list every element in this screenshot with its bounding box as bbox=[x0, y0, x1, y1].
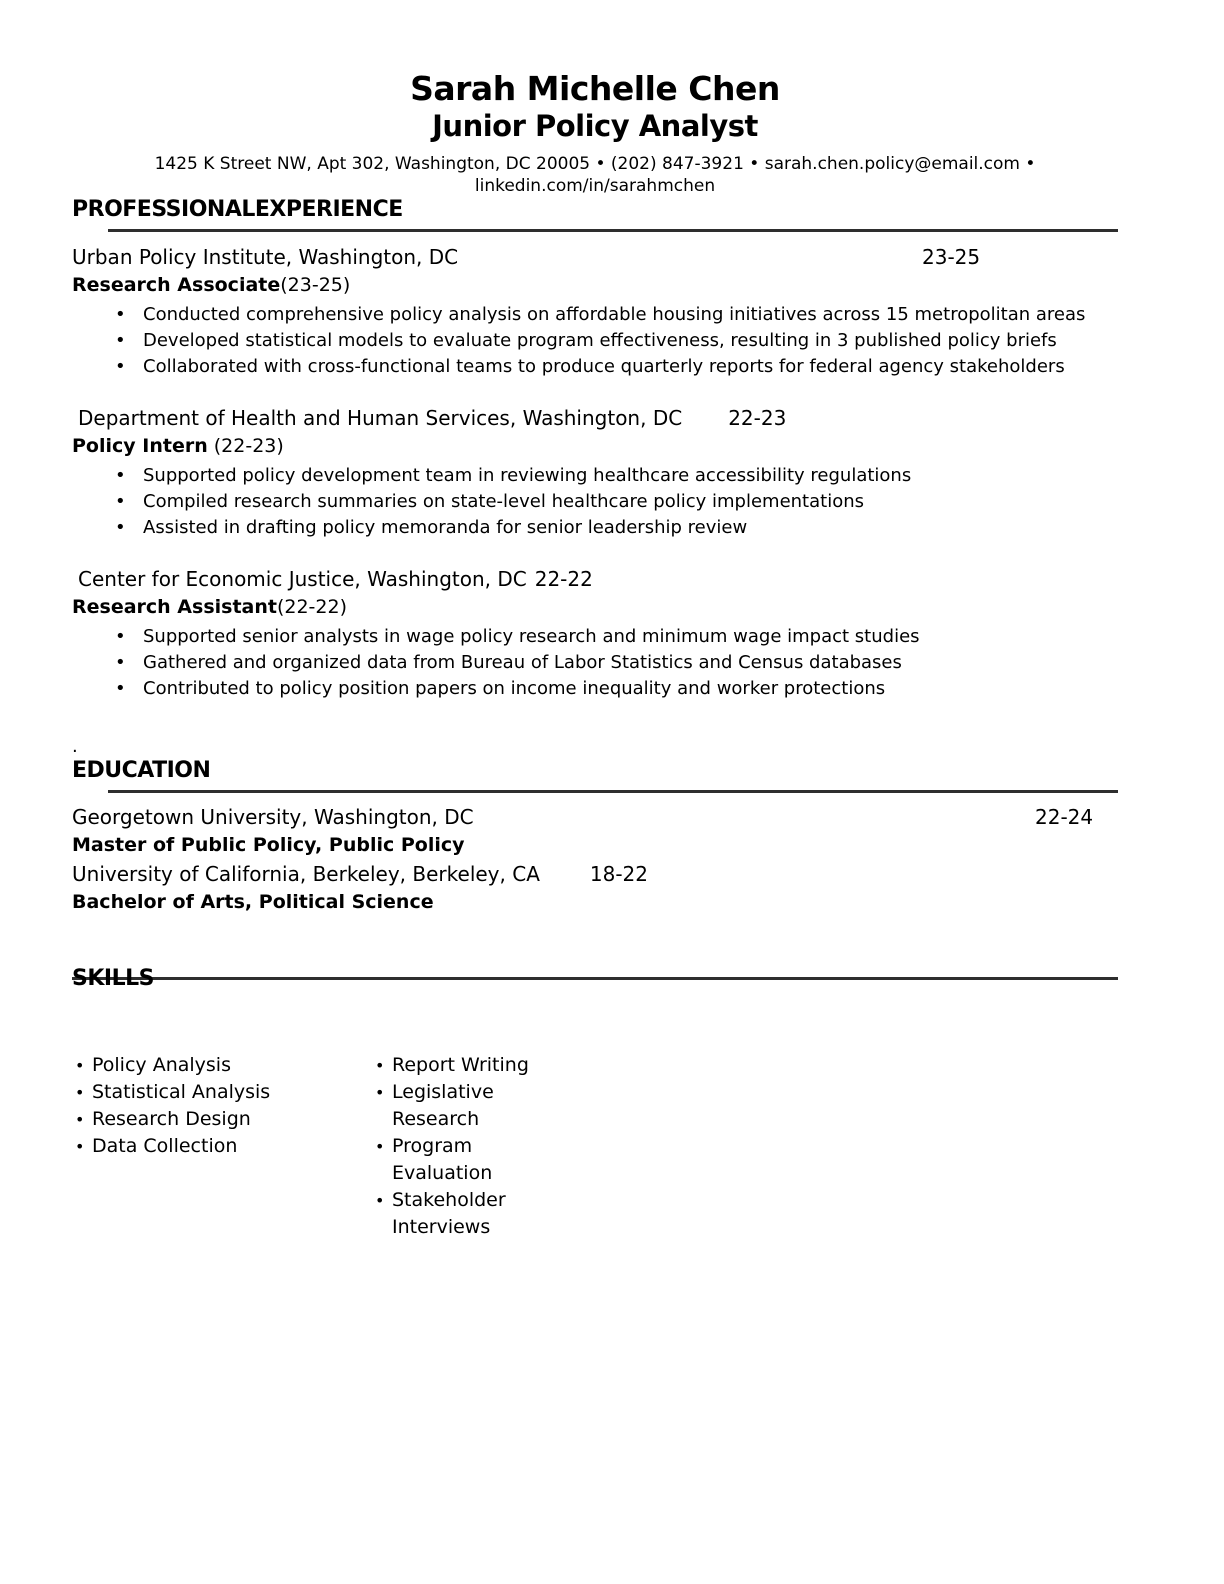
role-dates: (22-22) bbox=[276, 596, 348, 619]
job-bullet: • Assisted in drafting policy memoranda for senior leadership review bbox=[143, 515, 1118, 541]
school-name: University of California, Berkeley, Berkeley, CA bbox=[72, 862, 540, 887]
job-bullet: • Developed statistical models to evaluate program effectiveness, resulting in 3 published policy briefs bbox=[143, 328, 1118, 354]
job-header bbox=[72, 406, 1118, 430]
education-entry bbox=[72, 805, 1118, 829]
job-bullet: • Compiled research summaries on state-level healthcare policy implementations bbox=[143, 489, 1118, 515]
skills-divider bbox=[72, 977, 1118, 980]
job-dates: 22-23 bbox=[728, 406, 787, 431]
skills-column-1 bbox=[72, 1052, 372, 1241]
skills-heading-row bbox=[72, 966, 1118, 994]
job-header bbox=[72, 567, 1118, 591]
job-role bbox=[72, 274, 1118, 297]
skills-columns bbox=[72, 1052, 1118, 1241]
job-bullet: • Collaborated with cross-functional teams to produce quarterly reports for federal agency stakeholders bbox=[143, 354, 1118, 380]
contact-block bbox=[72, 153, 1118, 197]
company-name: Department of Health and Human Services, Washington, DC bbox=[78, 406, 683, 431]
skills-column-2 bbox=[372, 1052, 547, 1241]
section-experience bbox=[72, 197, 1118, 758]
resume-header bbox=[72, 70, 1118, 197]
skill-item: • Research Design bbox=[72, 1106, 372, 1133]
job-bullet-list bbox=[72, 463, 1118, 541]
skill-item: • Report Writing bbox=[372, 1052, 547, 1079]
job-entry bbox=[72, 406, 1118, 541]
contact-line-2: linkedin.com/in/sarahmchen bbox=[474, 176, 716, 197]
skill-item: • Policy Analysis bbox=[72, 1052, 372, 1079]
job-role bbox=[72, 596, 1118, 619]
skills-heading: SKILLS bbox=[72, 966, 154, 992]
company-name: Urban Policy Institute, Washington, DC bbox=[72, 245, 459, 270]
job-entry bbox=[72, 245, 1118, 380]
section-education bbox=[72, 758, 1118, 914]
section-skills bbox=[72, 966, 1118, 1241]
skill-item: • Stakeholder Interviews bbox=[372, 1187, 547, 1241]
contact-line-1: 1425 K Street NW, Apt 302, Washington, DC 20005 • (202) 847-3921 • sarah.chen.policy@email.com • bbox=[154, 154, 1036, 175]
person-job-title: Junior Policy Analyst bbox=[432, 108, 758, 143]
job-bullet: • Supported policy development team in reviewing healthcare accessibility regulations bbox=[143, 463, 1118, 489]
job-bullet: • Conducted comprehensive policy analysis on affordable housing initiatives across 15 metropolitan areas bbox=[143, 302, 1118, 328]
job-bullet-list bbox=[72, 302, 1118, 380]
role-title: Research Assistant bbox=[72, 596, 277, 619]
job-entry bbox=[72, 567, 1118, 702]
skill-item: • Data Collection bbox=[72, 1133, 372, 1160]
job-bullet: • Contributed to policy position papers on income inequality and worker protections bbox=[143, 676, 1118, 702]
job-role bbox=[72, 435, 1118, 458]
job-bullet: • Supported senior analysts in wage policy research and minimum wage impact studies bbox=[143, 624, 1118, 650]
job-header bbox=[72, 245, 1118, 269]
experience-divider bbox=[108, 229, 1118, 232]
education-dates: 22-24 bbox=[1035, 805, 1094, 830]
role-dates: (22-23) bbox=[207, 435, 284, 458]
education-divider bbox=[108, 790, 1118, 793]
job-dates: 22-22 bbox=[534, 567, 593, 592]
degree-name: Master of Public Policy, Public Policy bbox=[72, 834, 465, 857]
skill-item: • Statistical Analysis bbox=[72, 1079, 372, 1106]
role-title: Research Associate bbox=[72, 274, 281, 297]
role-title: Policy Intern bbox=[72, 435, 208, 458]
role-dates: (23-25) bbox=[280, 274, 351, 297]
education-heading: EDUCATION bbox=[72, 758, 211, 784]
job-dates: 23-25 bbox=[922, 245, 981, 270]
person-name: Sarah Michelle Chen bbox=[410, 69, 780, 108]
education-dates: 18-22 bbox=[589, 862, 649, 887]
stray-period: . bbox=[72, 736, 78, 758]
job-bullet: • Gathered and organized data from Bureau of Labor Statistics and Census databases bbox=[143, 650, 1118, 676]
school-name: Georgetown University, Washington, DC bbox=[72, 805, 474, 830]
degree-name: Bachelor of Arts, Political Science bbox=[72, 891, 434, 914]
job-bullet-list bbox=[72, 624, 1118, 702]
experience-heading: PROFESSIONALEXPERIENCE bbox=[72, 197, 403, 223]
company-name: Center for Economic Justice, Washington, DC bbox=[78, 567, 527, 592]
education-entry bbox=[72, 862, 1118, 886]
skill-item: • Program Evaluation bbox=[372, 1133, 547, 1187]
skill-item: • Legislative Research bbox=[372, 1079, 547, 1133]
